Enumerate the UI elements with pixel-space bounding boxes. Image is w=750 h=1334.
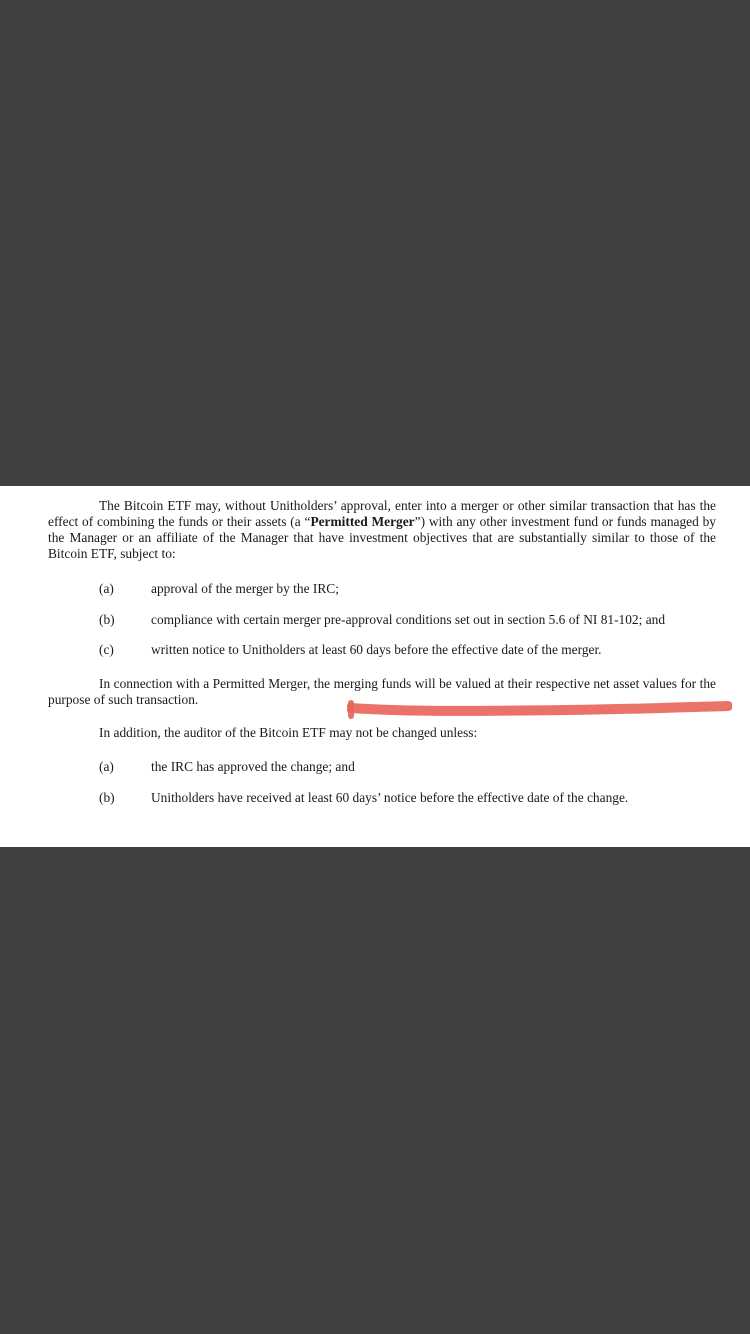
- list-item-label: (b): [99, 612, 115, 627]
- paragraph-permitted-merger: [48, 498, 716, 562]
- top-background: [0, 0, 750, 486]
- list-item-label: (c): [99, 642, 114, 657]
- paragraph-valuation: In connection with a Permitted Merger, the merging funds will be valued at their respective net asset values for the purpose of such transaction.: [48, 676, 716, 707]
- list-item: [99, 612, 719, 628]
- list-item-text: Unitholders have received at least 60 days’ notice before the effective date of the change.: [151, 790, 629, 805]
- bottom-background: [0, 847, 750, 1334]
- list-item-text: the IRC has approved the change; and: [151, 759, 355, 774]
- list-item-text: compliance with certain merger pre-approval conditions set out in section 5.6 of NI 81-102; and: [151, 612, 666, 627]
- list-item: [99, 759, 719, 775]
- list-item-label: (a): [99, 759, 114, 774]
- paragraph-1-text-end: ”) with any other investment fund or funds managed by the Manager or an affiliate of the Manager that have investment objectives that are substantially similar to those of the Bitcoin ETF, subject to:: [48, 514, 716, 561]
- list-item: [99, 642, 719, 658]
- list-item: [99, 581, 719, 597]
- paragraph-1-text-start: The Bitcoin ETF may, without Unitholders’ approval, enter into a merger or other similar transaction that has the effect of combining the funds or their assets (a “: [48, 498, 716, 529]
- list-item-text: written notice to Unitholders at least 60 days before the effective date of the merger.: [151, 642, 602, 657]
- list-item-text: approval of the merger by the IRC;: [151, 581, 339, 596]
- list-item-label: (b): [99, 790, 115, 805]
- paragraph-auditor: In addition, the auditor of the Bitcoin ETF may not be changed unless:: [99, 725, 478, 740]
- permitted-merger-term: Permitted Merger: [310, 514, 415, 529]
- document-page: [0, 486, 750, 847]
- red-highlight-stroke: [347, 699, 732, 719]
- list-item-label: (a): [99, 581, 114, 596]
- list-item: [99, 790, 719, 806]
